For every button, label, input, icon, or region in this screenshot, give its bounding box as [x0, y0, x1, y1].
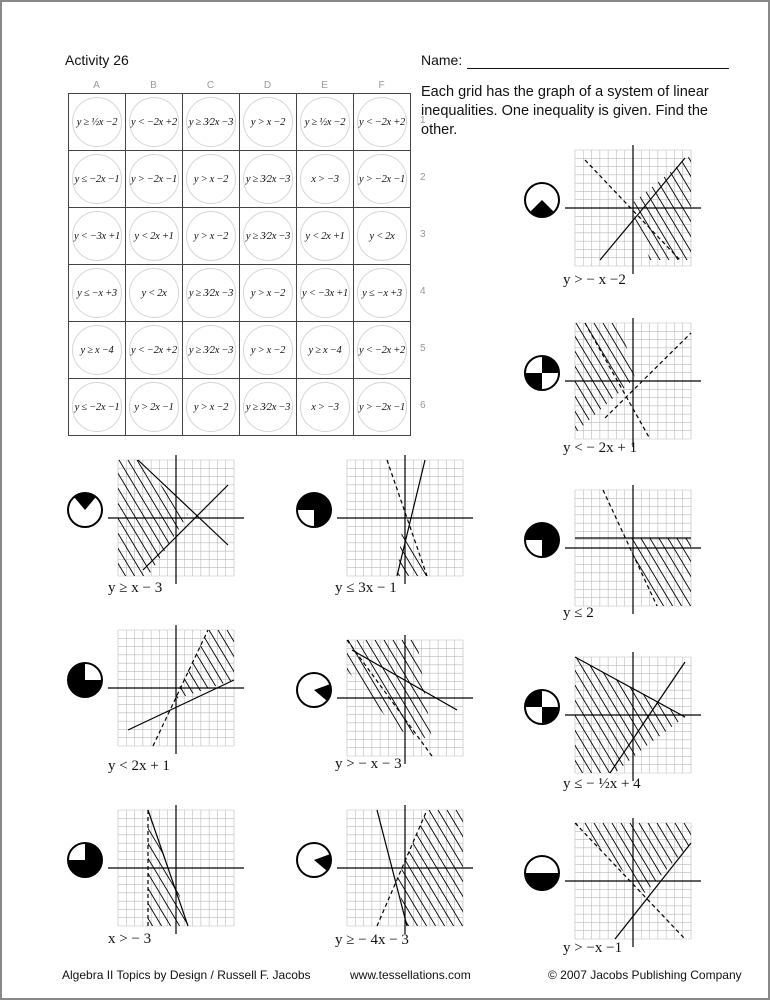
grid-cell-text: y ≥ x −4: [308, 344, 342, 356]
footer-right: © 2007 Jacobs Publishing Company: [548, 968, 742, 982]
caption-7: y ≤ 3x − 1: [335, 580, 397, 596]
grid-cell: [126, 322, 183, 379]
grid-cell-text: y < 2x: [369, 230, 395, 242]
grid-cell: [69, 94, 126, 151]
grid-cell: [354, 151, 411, 208]
grid-cell-text: y < −2x +2: [359, 344, 405, 356]
col-label-f: F: [378, 80, 385, 91]
boundary-line: [600, 158, 685, 260]
grid-cell: [240, 208, 297, 265]
grid-cell: [126, 94, 183, 151]
grid-cell: [240, 94, 297, 151]
fraction-wheel-icon: [68, 493, 102, 527]
grid-cell-text: y < −2x +2: [359, 116, 405, 128]
grid-cell-text: y > x −2: [193, 401, 229, 413]
grid-cell-text: y ≥ x −4: [80, 344, 114, 356]
grid-cell: [297, 151, 354, 208]
col-label-c: C: [206, 80, 215, 91]
activity-title: Activity 26: [65, 52, 129, 68]
grid-cell: [69, 322, 126, 379]
caption-9: y > − x − 3: [335, 756, 402, 772]
grid-cell: [297, 208, 354, 265]
grid-cell-text: y > −2x −1: [359, 173, 405, 185]
grid-cell: [183, 322, 240, 379]
name-field-line[interactable]: [467, 68, 729, 69]
grid-cell: [183, 379, 240, 436]
grid-cell: [69, 151, 126, 208]
row-label-4: 4: [420, 286, 426, 297]
row-label-5: 5: [420, 343, 426, 354]
caption-3: y ≤ 2: [563, 605, 594, 621]
grid-cell: [126, 379, 183, 436]
fraction-wheel-icon: [525, 856, 559, 890]
grid-cell-text: y ≤ −x +3: [362, 287, 402, 299]
footer-left: Algebra II Topics by Design / Russell F. Jacobs: [62, 968, 311, 982]
fraction-wheel-icon: [525, 690, 559, 724]
grid-cell-text: y > −2x −1: [359, 401, 405, 413]
caption-1: y > − x −2: [563, 272, 626, 288]
caption-5: y > −x −1: [563, 940, 623, 956]
grid-cell-text: y < −3x +1: [302, 287, 348, 299]
problem-graph-6: [63, 455, 293, 595]
caption-6: y ≥ x − 3: [108, 580, 163, 596]
fraction-wheel-icon: [297, 493, 331, 527]
grid-cell-text: y > 2x −1: [134, 401, 174, 413]
fraction-wheel-icon: [525, 356, 559, 390]
caption-11: y ≥ − 4x − 3: [335, 932, 409, 948]
grid-cell: [126, 151, 183, 208]
caption-10: x > − 3: [108, 931, 152, 947]
grid-cell: [183, 151, 240, 208]
fraction-wheel-icon: [68, 663, 102, 697]
problem-graph-1: [520, 145, 750, 285]
col-label-e: E: [321, 80, 328, 91]
problem-graph-9: [292, 635, 522, 775]
grid-cell: [354, 379, 411, 436]
grid-cell-text: y ≥ 3⁄2x −3: [188, 116, 234, 128]
problem-graph-5: [520, 818, 750, 958]
grid-cell-text: y ≤ −2x −1: [74, 173, 120, 185]
caption-8: y < 2x + 1: [108, 758, 170, 774]
answer-grid: [68, 93, 411, 436]
problem-graph-8: [63, 625, 293, 765]
grid-cell: [354, 94, 411, 151]
grid-cell: [297, 265, 354, 322]
grid-cell: [297, 379, 354, 436]
grid-cell-text: y > x −2: [193, 230, 229, 242]
boundary-line: [605, 333, 691, 418]
caption-2: y < − 2x + 1: [563, 440, 638, 456]
boundary-line: [138, 460, 228, 545]
grid-cell-text: y ≥ 3⁄2x −3: [188, 287, 234, 299]
footer-center: www.tessellations.com: [350, 968, 471, 982]
grid-cell: [183, 208, 240, 265]
name-label: Name:: [421, 52, 463, 68]
caption-4: y ≤ − ½x + 4: [563, 776, 641, 792]
col-label-a: A: [93, 80, 100, 91]
fraction-wheel-icon: [68, 843, 102, 877]
problem-graph-10: [63, 805, 293, 945]
grid-cell: [126, 208, 183, 265]
grid-cell: [354, 322, 411, 379]
grid-cell: [297, 322, 354, 379]
grid-cell: [240, 322, 297, 379]
grid-cell-text: y ≥ ½x −2: [76, 116, 118, 128]
grid-cell-text: x > −3: [311, 173, 339, 185]
col-label-d: D: [263, 80, 272, 91]
instructions: Each grid has the graph of a system of linear inequalities. One inequality is given. Find the other.: [421, 84, 709, 138]
grid-cell: [297, 94, 354, 151]
grid-cell-text: y ≥ 3⁄2x −3: [188, 344, 234, 356]
fraction-wheel-icon: [525, 183, 559, 217]
grid-cell-text: y < −3x +1: [74, 230, 120, 242]
problem-graph-2: [520, 318, 750, 458]
grid-cell-text: y > x −2: [193, 173, 229, 185]
grid-cell: [240, 151, 297, 208]
fraction-wheel-icon: [297, 843, 331, 877]
grid-cell-text: y < 2x +1: [305, 230, 345, 242]
grid-cell-text: y > x −2: [250, 287, 286, 299]
grid-cell: [69, 208, 126, 265]
grid-cell: [69, 265, 126, 322]
grid-cell: [354, 208, 411, 265]
grid-cell: [354, 265, 411, 322]
grid-cell-text: y ≥ ½x −2: [304, 116, 346, 128]
grid-cell: [126, 265, 183, 322]
grid-cell-text: y < −2x +2: [131, 116, 177, 128]
row-label-1: 1: [420, 115, 426, 126]
grid-cell-text: y ≥ 3⁄2x −3: [245, 230, 291, 242]
fraction-wheel-icon: [297, 673, 331, 707]
grid-cell-text: y > x −2: [250, 116, 286, 128]
grid-cell: [183, 265, 240, 322]
boundary-line: [615, 843, 691, 939]
grid-cell-text: y < −2x +2: [131, 344, 177, 356]
grid-cell-text: y > −2x −1: [131, 173, 177, 185]
grid-cell-text: x > −3: [311, 401, 339, 413]
grid-cell: [183, 94, 240, 151]
row-label-2: 2: [420, 172, 426, 183]
grid-cell-text: y > x −2: [250, 344, 286, 356]
grid-cell: [240, 265, 297, 322]
problem-graph-3: [520, 485, 750, 625]
grid-cell-text: y < 2x: [141, 287, 167, 299]
grid-cell-text: y ≤ −2x −1: [74, 401, 120, 413]
problem-graph-11: [292, 805, 522, 945]
grid-cell-text: y < 2x +1: [134, 230, 174, 242]
grid-cell-text: y ≥ 3⁄2x −3: [245, 173, 291, 185]
grid-cell-text: y ≤ −x +3: [77, 287, 117, 299]
fraction-wheel-icon: [525, 523, 559, 557]
row-label-6: 6: [420, 400, 426, 411]
grid-cell: [240, 379, 297, 436]
row-label-3: 3: [420, 229, 426, 240]
problem-graph-7: [292, 455, 522, 595]
grid-cell-text: y ≥ 3⁄2x −3: [245, 401, 291, 413]
col-label-b: B: [150, 80, 157, 91]
grid-cell: [69, 379, 126, 436]
boundary-line: [143, 485, 228, 570]
problem-graph-4: [520, 652, 750, 792]
